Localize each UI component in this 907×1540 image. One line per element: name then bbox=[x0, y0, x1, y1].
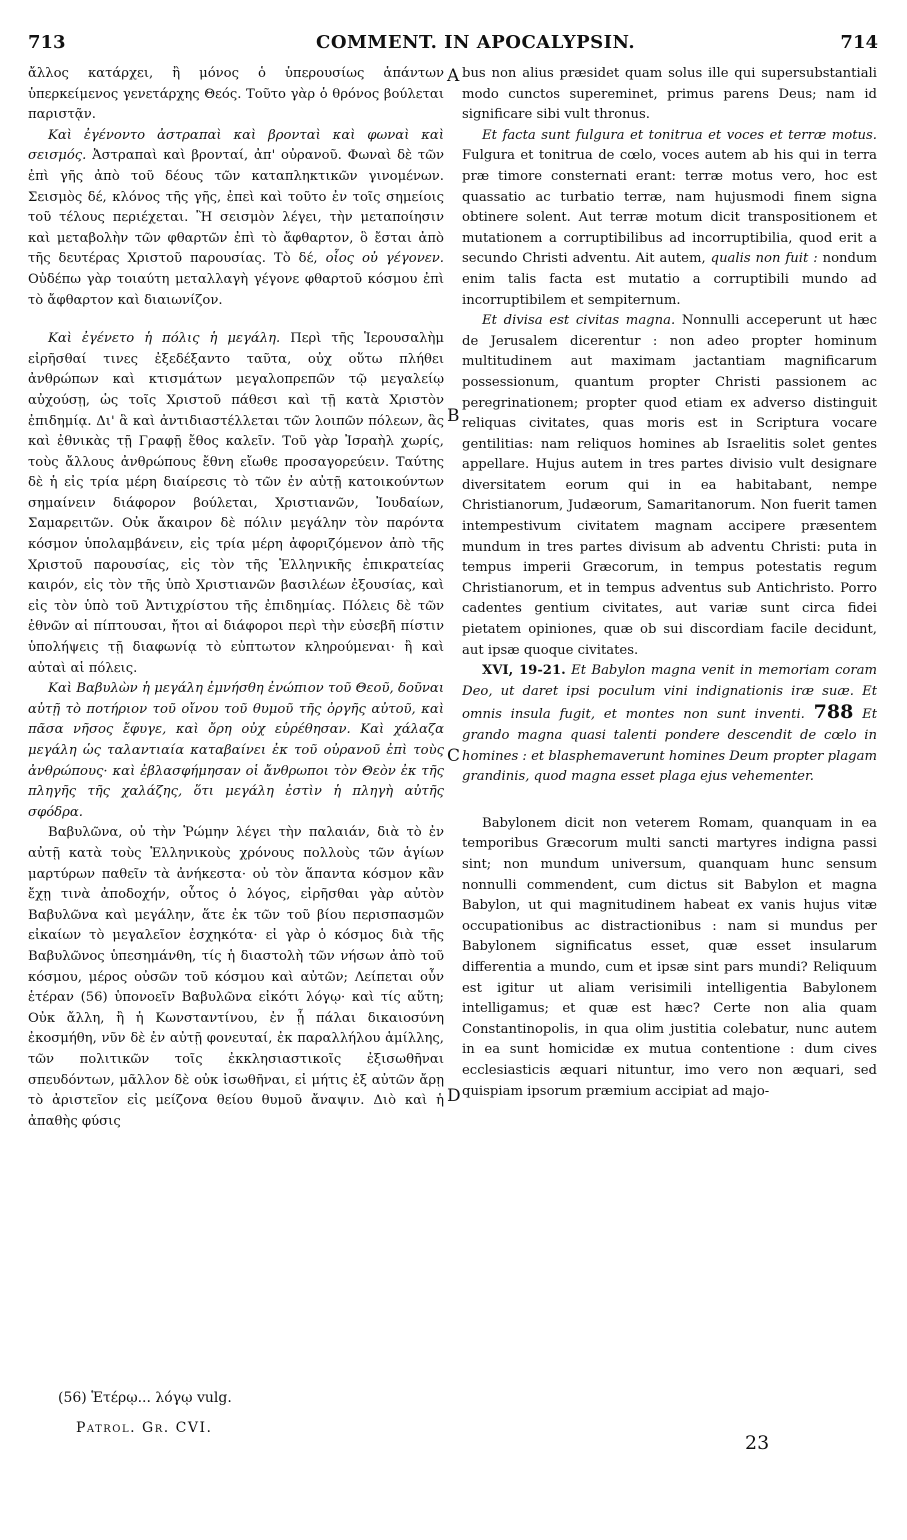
latin-paragraph-4 bbox=[462, 661, 877, 788]
greek-text-3: Περὶ τῆς Ἱερουσαλὴμ εἰρῆσθαί τινες ἐξεδέξαντο ταῦτα, οὐχ οὕτω πλήθει ἀνθρώπων καὶ κτισμάτων μεγαλοπρεπῶν τῷ μεγαλείῳ αὐχούσῃ, ὡς τοῖς Χριστοῦ πάθεσι καὶ τῇ κατὰ Χριστὸν ἐπιδημίᾳ. Δι' ἃ καὶ ἀντιδιαστέλλεται τῶν λοιπῶν πόλεων, ἃς καὶ ἐθνικὰς τῇ Γραφῇ ἔθος καλεῖν. Τοῦ γὰρ Ἰσραὴλ χωρίς, τοὺς ἄλλους ἀνθρώπους ἔθνη εἴωθε προσαγορεύειν. Ταύτης δὲ ἡ εἰς τρία μέρη διαίρεσις τὸ τῶν ἐν αὐτῇ κατοικούντων σημαίνειν διάφορον βούλεται, Χριστιανῶν, Ἰουδαίων, Σαμαρειτῶν. Οὐκ ἄκαιρον δὲ πόλιν μεγάλην τὸν παρόντα κόσμον ὑπολαμβάνειν, εἰς τρία μέρη ἀφοριζόμενον ἀπὸ τῆς Χριστοῦ παρουσίας, εἰς τὸν τῆς Ἑλληνικῆς ἐπικρατείας καιρόν, εἰς τὸν τῆς ὑπὸ Χριστιανῶν βασιλέων ἐξουσίας, καὶ εἰς τὸν ὑπὸ τοῦ Ἀντιχρίστου τῆς ἐπιδημίας. Πόλεις δὲ τῶν ἐθνῶν αἱ πίπτουσαι, ἤτοι αἱ διάφοροι περὶ τὴν εὐσεβῆ πίστιν ὑπολήψεις τῇ διαφωνίᾳ τὸ εὐπτωτον κληρούμεναι· ἢ καὶ αὐταὶ αἱ πόλεις. bbox=[28, 331, 444, 676]
signature-mark: 23 bbox=[745, 1432, 770, 1454]
latin-text-2: Fulgura et tonitrua de cœlo, voces autem ab his qui in terra præ timore consternati erant: terræ motus vero, hoc est quassatio ac turbatio terræ, nam hujusmodi finem signa obtinere solent. Aut terræ motum dicit transpositionem et mutationem a corruptibilibus ad incorruptibilia, quod erit a secundo Christi adventu. Ait autem, bbox=[462, 148, 877, 267]
greek-lemma-2: Καὶ ἐγένοντο ἀστραπαὶ καὶ βρονταὶ καὶ φωναὶ καὶ σεισμός. bbox=[28, 127, 444, 164]
greek-lemma-4: Καὶ Βαβυλὼν ἡ μεγάλη ἐμνήσθη ἐνώπιον τοῦ Θεοῦ, δοῦναι αὐτῇ τὸ ποτήριον τοῦ οἴνου τοῦ θυμοῦ τῆς ὀργῆς αὐτοῦ, καὶ πᾶσα νῆσος ἔφυγε, καὶ ὄρη οὐχ εὑρέθησαν. Καὶ χάλαζα μεγάλη ὡς ταλαντιαία καταβαίνει ἐκ τοῦ οὐρανοῦ ἐπὶ τοὺς ἀνθρώπους· καὶ ἐβλασφήμησαν οἱ ἄνθρωποι τὸν Θεὸν ἐκ τῆς πληγῆς τῆς χαλάζης, ὅτι μεγάλη ἐστὶν ἡ πληγὴ αὐτῆς σφόδρα. bbox=[28, 681, 444, 820]
latin-paragraph-5: Babylonem dicit non veterem Romam, quanquam in ea temporibus Græcorum multi sancti martyres indigna passi sint; non mundum universum, quanquam hunc sensum nonnulli commendent, cum dictus sit Babylon et magna Babylon, ut qui magnitudinem habeat ex vanis hujus vitæ occupationibus ac distractionibus : nam si mundus per Babylonem significatus esset, quæ esset insularum differentia a mundo, cum et ipsæ sint pars mundi? Reliquum est igitur ut aliam verisimili intelligentia Babylonem intelligamus; et quæ est hæc? Certe non alia quam Constantinopolis, in qua olim justitia colebatur, nunc autem in ea sunt homicidæ ex mutua contentione : dum cives ecclesiasticis æquari nituntur, imo vero non æquari, sed quispiam ipsorum præmium accipiat ad majo- bbox=[462, 815, 877, 1099]
latin-italic-2: qualis non fuit : bbox=[710, 251, 818, 267]
latin-column bbox=[462, 64, 877, 1102]
greek-text-2: Ἀστραπαὶ καὶ βρονταί, ἀπ' οὐρανοῦ. Φωναὶ δὲ τῶν ἐπὶ γῆς ἀπὸ τοῦ δέους τῶν καταπληκτικῶν γινομένων. Σεισμὸς δέ, κλόνος τῆς γῆς, ἐπεὶ καὶ τοῦτο ἐν τοῖς σημείοις τοῦ τέλους περιέχεται. Ἢ σεισμὸν λέγει, τὴν μεταποίησιν καὶ μεταβολὴν τῶν φθαρτῶν ἐπὶ τὸ ἄφθαρτον, ὃ ἔσται ἀπὸ τῆς δευτέρας Χριστοῦ παρουσίας. Τὸ δέ, bbox=[28, 148, 444, 267]
latin-verse-reference: XVI, 19-21. bbox=[482, 663, 566, 679]
latin-lemma-3: Et divisa est civitas magna. bbox=[482, 313, 676, 329]
margin-marker-d: D bbox=[447, 1086, 461, 1106]
latin-lemma-4b: Et grando magna quasi talenti pondere descendit de cœlo in homines : et blasphemaverunt homines Deum propter plagam grandinis, quod magna esset plaga ejus vehementer. bbox=[462, 707, 877, 785]
series-footer: Patrol. Gr. CVI. bbox=[76, 1420, 213, 1436]
greek-tail-2: Οὐδέπω γὰρ τοιαύτη μεταλλαγὴ γέγονε φθαρτοῦ κόσμου ἐπὶ τὸ ἄφθαρτον καὶ διαιωνίζον. bbox=[28, 271, 444, 308]
margin-marker-a: A bbox=[447, 66, 460, 86]
latin-paragraph-3 bbox=[462, 311, 877, 661]
latin-lemma-2: Et facta sunt fulgura et tonitrua et voces et terræ motus. bbox=[482, 127, 877, 143]
running-header bbox=[28, 32, 878, 62]
latin-paragraph-2 bbox=[462, 126, 877, 311]
right-page-number: 714 bbox=[840, 32, 878, 53]
greek-paragraph-3 bbox=[28, 329, 444, 679]
greek-lemma-3: Καὶ ἐγένετο ἡ πόλις ἡ μεγάλη. bbox=[48, 331, 281, 347]
greek-paragraph-2 bbox=[28, 126, 444, 311]
latin-lemma-4a: Et Babylon magna venit in memoriam coram Deo, ut daret ipsi poculum vini indignationis iræ suæ. Et omnis insula fugit, et montes non sunt inventi. bbox=[462, 663, 877, 723]
margin-marker-c: C bbox=[447, 746, 461, 766]
running-title: COMMENT. IN APOCALYPSIN. bbox=[316, 32, 636, 53]
footnote: (56) Ἑτέρῳ... λόγῳ vulg. bbox=[58, 1390, 232, 1406]
column-number: 788 bbox=[813, 701, 854, 724]
greek-paragraph-5: Βαβυλῶνα, οὐ τὴν Ῥώμην λέγει τὴν παλαιάν, διὰ τὸ ἐν αὐτῇ κατὰ τοὺς Ἑλληνικοὺς χρόνους πολλοὺς τῶν ἁγίων μαρτύρων παθεῖν τὰ ἀνήκεστα· οὐ τὸν ἅπαντα κόσμον κἂν ἔχῃ τινὰ ἀποδοχήν, οὗτος ὁ λόγος, εἰρῆσθαι γὰρ αὐτὸν Βαβυλῶνα καὶ μεγάλην, ἅτε ἐκ τῶν τοῦ βίου περισπασμῶν εἰκαίων τὸ μεγαλεῖον ἐσχηκότα· εἰ γὰρ ὁ κόσμος διὰ τῆς Βαβυλῶνος ὑπεσημάνθη, τίς ἡ διαστολὴ τῶν νήσων ἀπὸ τοῦ κόσμου, μέρος οὐσῶν τοῦ κόσμου καὶ αὐτῶν; Λείπεται οὖν ἑτέραν (56) ὑπονοεῖν Βαβυλῶνα εἰκότι λόγῳ· καὶ τίς αὕτη; Οὐκ ἄλλη, ἢ ἡ Κωνσταντίνου, ἐν ᾗ πάλαι δικαιοσύνη ἐκοσμήθη, νῦν δὲ ἐν αὐτῇ φονευταί, ἐκ παραλλήλου ἁμίλλης, τῶν πολιτικῶν τοῖς ἐκκλησιαστικοῖς ἐξισωθῆναι σπευδόντων, μᾶλλον δὲ οὐκ ἰσωθῆναι, εἰ μήτις ἐξ αὐτῶν ἄρῃ τὸ ἀριστεῖον εἰς μείζονα θείου θυμοῦ ἄναψιν. Διὸ καὶ ἡ ἀπαθὴς φύσις bbox=[28, 825, 444, 1129]
left-page-number: 713 bbox=[28, 32, 66, 53]
latin-tail-2: nondum enim talis facta est mutatio a corruptibili mundo ad incorruptibilem et sempiternum. bbox=[462, 251, 877, 308]
margin-marker-b: B bbox=[447, 406, 460, 426]
greek-italic-2: οἷος οὐ γέγονεν. bbox=[325, 251, 444, 267]
greek-column bbox=[28, 64, 444, 1132]
latin-paragraph-1: bus non alius præsidet quam solus ille qui supersubstantiali modo cunctos supereminet, primus parens Deus; nam id significare sibi vult thronus. bbox=[462, 66, 877, 123]
latin-text-3: Nonnulli acceperunt ut hæc de Jerusalem dicerentur : non adeo propter hominum multitudinem aut maximam jactantiam magnificarum possessionum, quantum propter Christi passionem ac peregrinationem; propter quod etiam ex adverso distinguit reliquas civitates, quas moris est in Scriptura vocare gentilitias: nam reliquos homines ab Israelitis solet gentes appellare. Hujus autem in tres partes divisio vult designare diversitatem eorum qui in ea habitabant, nempe Christianorum, Judæorum, Samaritanorum. Non fuerit tamen intempestivum civitatem magnam accipere præsentem mundum in tres partes divisum ab adventu Christi: puta in tempus imperii Græcorum, in tempus potestatis regum Christianorum, et in tempus adventus sub Antichristo. Porro cadentes gentium civitates, aut variæ sunt circa fidei pietatem opiniones, quæ ob sui discordiam facile decidunt, aut ipsæ quoque civitates. bbox=[462, 313, 877, 658]
greek-paragraph-1: ἄλλος κατάρχει, ἢ μόνος ὁ ὑπερουσίως ἁπάντων ὑπερκείμενος γενετάρχης Θεός. Τοῦτο γὰρ ὁ θρόνος βούλεται παριστᾷν. bbox=[28, 66, 444, 123]
